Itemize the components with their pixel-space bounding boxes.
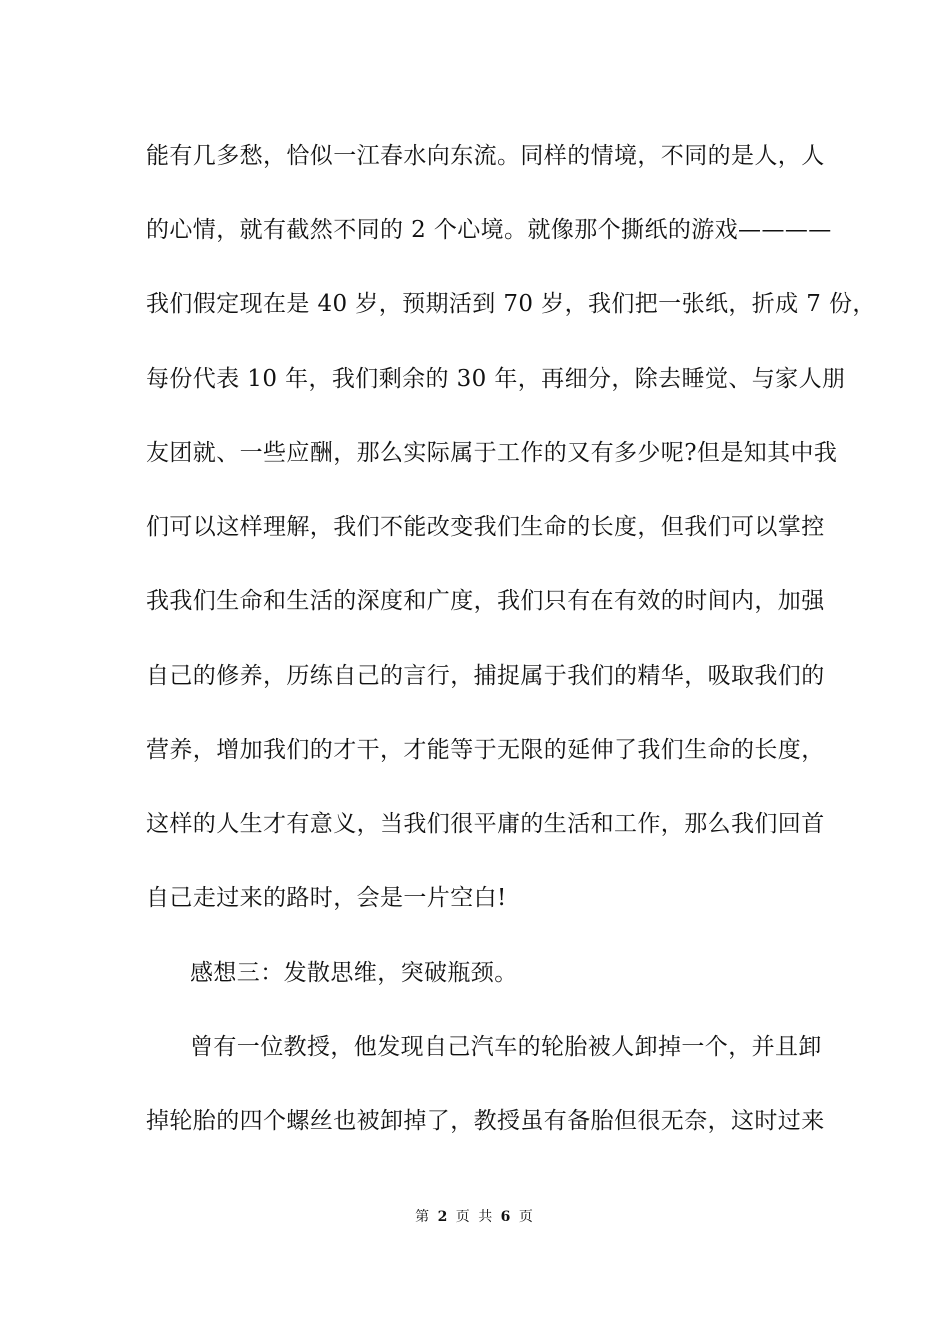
footer-suffix: 页 [518, 1209, 535, 1225]
body-text-line: 自己走过来的路时，会是一片空白! [146, 885, 507, 911]
body-text-line: 友团就、一些应酬，那么实际属于工作的又有多少呢?但是知其中我 [146, 440, 838, 466]
body-text-line: 我们假定现在是 40 岁，预期活到 70 岁，我们把一张纸，折成 7 份， [146, 291, 876, 317]
current-page-number: 2 [437, 1209, 450, 1225]
body-text-line: 自己的修养，历练自己的言行，捕捉属于我们的精华，吸取我们的 [146, 663, 825, 689]
body-text-line: 每份代表 10 年，我们剩余的 30 年，再细分，除去睡觉、与家人朋 [146, 366, 846, 392]
body-text-line: 营养，增加我们的才干，才能等于无限的延伸了我们生命的长度， [146, 737, 825, 763]
footer-middle: 页 共 [455, 1209, 495, 1225]
section-heading: 感想三：发散思维，突破瓶颈。 [190, 960, 518, 986]
body-text-line: 这样的人生才有意义，当我们很平庸的生活和工作，那么我们回首 [146, 811, 825, 837]
body-text-line: 的心情，就有截然不同的 2 个心境。就像那个撕纸的游戏———— [146, 217, 832, 243]
footer-prefix: 第 [415, 1209, 432, 1225]
body-text-line: 我我们生命和生活的深度和广度，我们只有在有效的时间内，加强 [146, 588, 825, 614]
page-footer [0, 1208, 950, 1226]
total-page-count: 6 [500, 1209, 513, 1225]
body-text-line: 掉轮胎的四个螺丝也被卸掉了，教授虽有备胎但很无奈，这时过来 [146, 1108, 825, 1134]
body-text-line: 们可以这样理解，我们不能改变我们生命的长度，但我们可以掌控 [146, 514, 825, 540]
body-text-line: 能有几多愁，恰似一江春水向东流。同样的情境，不同的是人，人 [146, 143, 825, 169]
body-text-line: 曾有一位教授，他发现自己汽车的轮胎被人卸掉一个，并且卸 [190, 1034, 822, 1060]
